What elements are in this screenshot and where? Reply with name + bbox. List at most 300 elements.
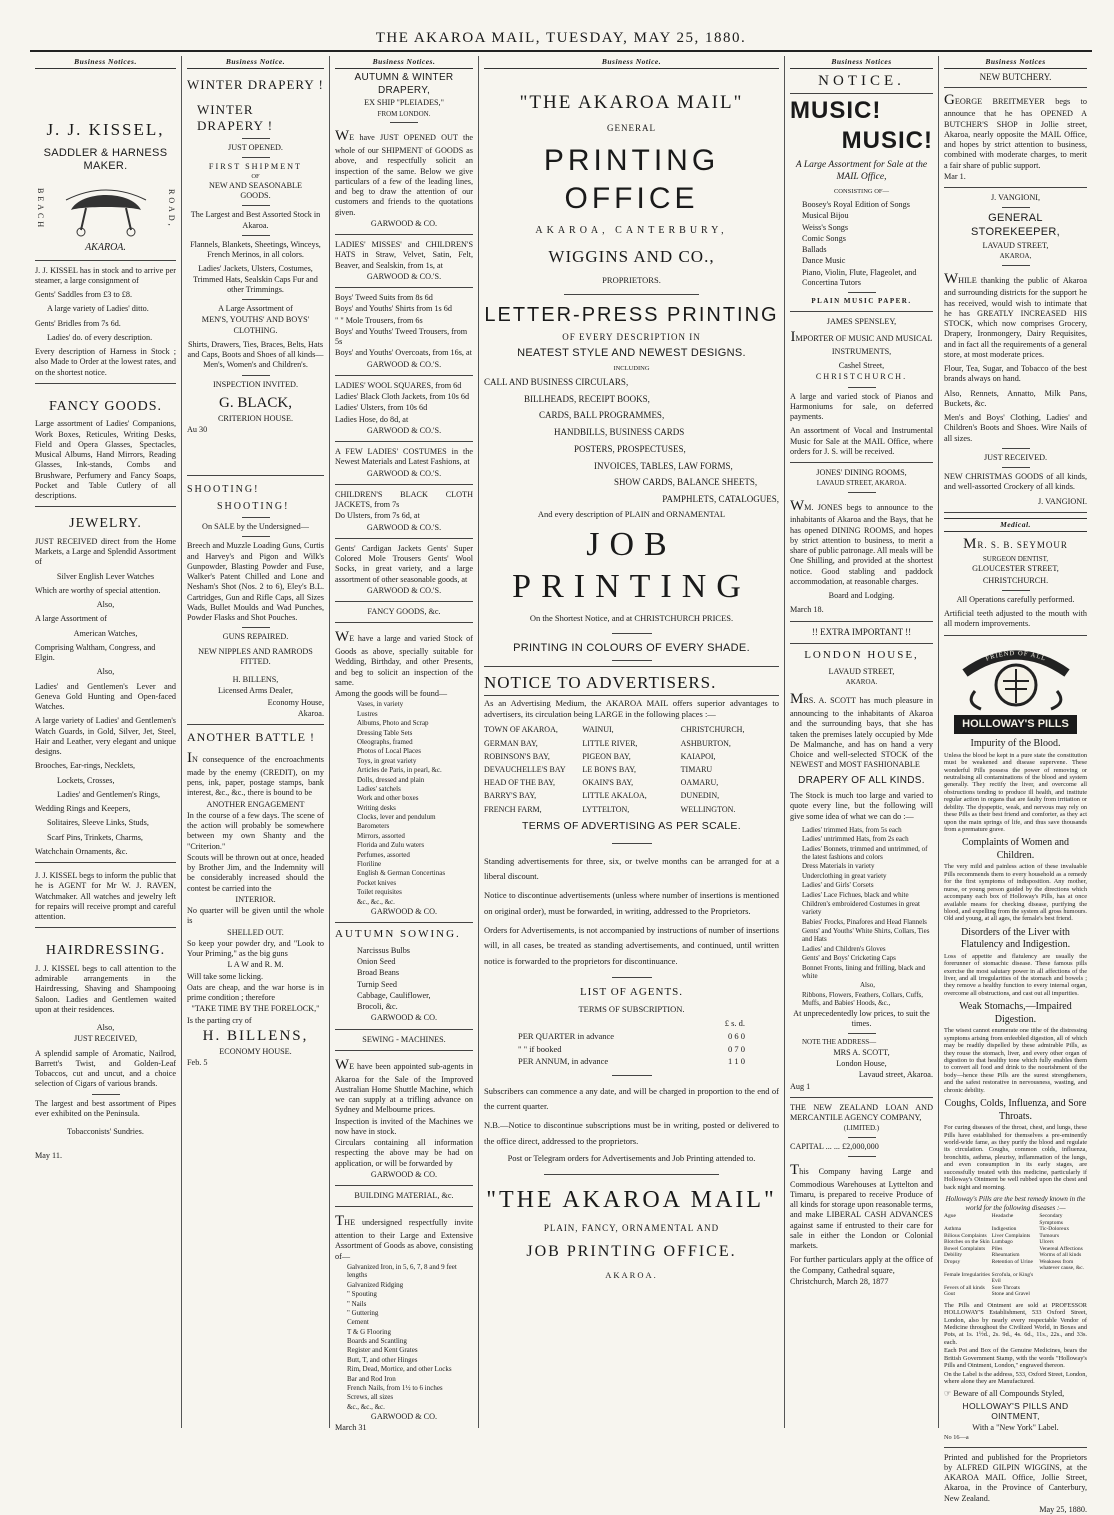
- list-item: Gents' and Boys' Cricketing Caps: [802, 954, 896, 963]
- disease-cell: Dropsy: [944, 1258, 961, 1265]
- kissel-place: AKAROA.: [85, 242, 126, 254]
- christchurch: CHRISTCHURCH.: [815, 372, 908, 382]
- autumn-drapery: AUTUMN & WINTER DRAPERY,: [354, 72, 454, 96]
- nz-loan: THE NEW ZEALAND LOAN AND MERCANTILE AGENCY COMPANY,: [790, 1102, 933, 1123]
- disorders-heading: Disorders of the Liver with Flatulency and Indigestion.: [960, 926, 1071, 951]
- company-body: This Company having Large and Commodious Warehouses at Lyttelton and Timaru, is prepared to receive Produce of all kinds for storage upon reasonable terms, and make LIBERAL CASH ADVANCES against same if entrusted to their care for sale in either the London or Colonial markets.: [790, 1161, 934, 1251]
- keep-powder: So keep your powder dry, and "Look to Your Priming," as the big guns: [187, 938, 324, 958]
- list-item: POSTERS, PROSPECTUSES,: [574, 443, 686, 454]
- cloth-line: Ladies Hose, do 8d, at: [335, 414, 409, 424]
- disease-cell: Secondary Symptoms: [1039, 1213, 1063, 1226]
- mrs-scott: MRS A. SCOTT,: [833, 1047, 890, 1057]
- list-item: English & German Concertinas: [357, 869, 446, 878]
- discontinue-ads: Notice to discontinue advertisements (unless where number of insertions is mentioned on original order), must be forwarded, in writing, addressed to the Proprietors.: [484, 890, 779, 916]
- capital: CAPITAL ... ... £2,000,000: [790, 1141, 879, 1151]
- list-item: Ribbons, Flowers, Feathers, Collars, Cuffs, Muffs, and Babies' Hoods, &c.,: [802, 990, 924, 1008]
- among-goods: Among the goods will be found—: [335, 689, 448, 699]
- ladies-do-line: Ladies' do. of every description.: [47, 332, 153, 342]
- flannels: Flannels, Blankets, Sheetings, Winceys, French Merinos, in all colors.: [190, 239, 321, 259]
- pianos: A large and varied stock of Pianos and Harmoniums for sale, on deferred payments.: [790, 391, 933, 421]
- au-date: Au 30: [187, 424, 208, 434]
- list-item: Narcissus Bulbs: [357, 945, 410, 955]
- table-row: [944, 1259, 1087, 1272]
- fancy-body: WE have a large and varied Stock of Goods as above, specially suitable for Wedding, Birthday, and other Presents, and beg to solicit an inspection of the same.: [335, 629, 473, 687]
- jones-body: WM. JONES begs to announce to the inhabitants of Akaroa and the Bays, that he has opened DINING ROOMS, and hopes by strict attention to business, to merit a share of public patronage. All meals will be One Shilling, and provided at the shortest notice. Good stabling and paddock accommodation, at reasonable charges.: [790, 497, 933, 586]
- including: INCLUDING: [613, 364, 650, 372]
- pointing-hand-icon: ☞: [944, 1389, 954, 1399]
- disease-cell: Gout: [944, 1291, 955, 1298]
- place-cell: WELLINGTON.: [680, 804, 736, 814]
- kissel-trade: SADDLER & HARNESS MAKER.: [43, 146, 168, 173]
- place-cell: ROBINSON'S BAY,: [484, 751, 550, 761]
- list-item: Children's embroidered Costumes in great variety: [802, 899, 920, 917]
- large-assortment: A Large Assortment for Sale at the MAIL Office,: [795, 160, 928, 182]
- beware: [944, 1389, 1087, 1399]
- list-item: BILLHEADS, RECEIPT BOOKS,: [524, 393, 650, 404]
- winter-drapery-2: WINTER DRAPERY !: [197, 101, 274, 133]
- list-item: French Nails, from 1½ to 6 inches: [347, 1384, 443, 1393]
- engagement-body: In the course of a few days. The scene of the action will probably be somewhere between my own Shanty and the "Criterion.": [187, 810, 324, 851]
- hairdressing-body: J. J. KISSEL begs to call attention to the admirable arrangements in the Hairdressing, Shaving and Shampooing Saloon. Ladies and Gentlemen waited upon at their residences.: [35, 963, 176, 1014]
- garwoods-sig: GARWOOD & CO.'S.: [366, 271, 442, 281]
- akaroa-label: AKAROA.: [845, 677, 878, 686]
- licking: Will take some licking.: [187, 971, 264, 981]
- emblem-text: FRIEND OF ALL: [984, 649, 1047, 663]
- mens-clothing: Men's and Boys' Clothing, Ladies' and Children's Boots and Shoes. Wire Nails of all sizes.: [944, 413, 1087, 443]
- march-18: March 18.: [790, 605, 824, 615]
- new-seasonable: NEW AND SEASONABLE: [208, 180, 303, 190]
- sewing-circulars: Circulars containing all information respecting the above may be had on application, or will be forwarded by: [335, 1138, 473, 1168]
- list-item: Also,: [860, 981, 875, 990]
- notice-heading: NOTICE.: [818, 73, 905, 90]
- jv-sig: J. VANGIONI.: [1037, 496, 1087, 506]
- do-ulsters: Do Ulsters, from 7s 6d, at: [335, 511, 420, 521]
- list-item: Weiss's Songs: [802, 222, 849, 232]
- wiggins-co: WIGGINS AND CO.,: [548, 246, 715, 266]
- list-item: Piano, Violin, Flute, Flageolet, and Concertina Tutors: [802, 267, 917, 287]
- economy-house: Economy House,: [267, 697, 324, 707]
- battle-body: IN consequence of the encroachments made by the enemy (CREDIT), on my pens, ink, paper, postage stamps, bank interest, &c., &c., there is bound to be: [187, 750, 324, 798]
- lavaud-street: LAVAUD STREET,: [982, 240, 1049, 250]
- table-row: [484, 789, 779, 802]
- fancy-goods-body: Large assortment of Ladies' Companions, Work Boxes, Reticules, Writing Desks, Field and Opera Glasses, Spectacles, Musical Albums, Hand Mirrors, Reading Glasses, Ink-stands, Combs and Brushware, Perfumery and Fancy Soaps, Pocket and Table Cutlery of all descriptions.: [35, 419, 176, 501]
- table-row: [484, 776, 779, 789]
- table-row: [944, 1213, 1087, 1226]
- list-item: Ladies' satchels: [357, 784, 401, 793]
- list-item: Screws, all sizes: [347, 1393, 394, 1402]
- place-cell: DUNEDIN,: [680, 791, 720, 801]
- quarter: No quarter will be given until the whole is: [187, 906, 324, 926]
- jewelry-line: Which are worthy of special attention.: [35, 585, 161, 595]
- jewelry-line: Also,: [96, 600, 115, 610]
- subscribers: Subscribers can commence a any date, and will be charged in proportion to the end of the current quarter.: [484, 1085, 779, 1112]
- list-item: Boosey's Royal Edition of Songs: [802, 200, 910, 209]
- jewelry-line: American Watches,: [73, 628, 138, 638]
- place-cell: LITTLE RIVER,: [582, 738, 638, 748]
- board-lodging: Board and Lodging.: [828, 591, 895, 601]
- garwood-sig: GARWOOD & CO.: [370, 218, 438, 228]
- col1-date: May 11.: [35, 1151, 62, 1161]
- garwoods-sig: GARWOOD & CO.'S.: [366, 522, 442, 532]
- table-row: [484, 1044, 779, 1055]
- disease-cell: Tumours: [1039, 1232, 1060, 1239]
- operations: All Operations carefully performed.: [956, 594, 1075, 604]
- place-cell: ASHBURTON,: [680, 738, 731, 748]
- orders-ads: Orders for Advertisements, is not accompanied by instructions of number of insertions will, in all cases, be treated as standing advertisements, and continued, until written notice is forwarded to the proprietors for discontinuance.: [484, 925, 779, 966]
- take-time: "TAKE TIME BY THE FORELOCK,": [191, 1004, 320, 1014]
- misses-hats: LADIES' MISSES' and CHILDREN'S HATS in Straw, Velvet, Satin, Felt, Beaver, and Sealskin, from 1s, at: [335, 240, 473, 270]
- list-item: Cement: [347, 1318, 369, 1327]
- disease-cell: Worms of all kinds: [1039, 1252, 1082, 1259]
- rate-value: 0 6 0: [728, 1030, 745, 1041]
- suits-line: Boys' and Youths' Overcoats, from 16s, at: [335, 348, 472, 358]
- largest-stock: The Largest and Best Assorted Stock in Akaroa.: [190, 210, 321, 230]
- label2-body: On the Label is the address, 533, Oxford Street, London, where alone they are Manufactured.: [944, 1370, 1087, 1385]
- fancy-goods-heading: FANCY GOODS, &c.: [367, 607, 441, 617]
- hairdressing-heading: HAIRDRESSING.: [45, 943, 166, 959]
- jewelry-item: Lockets, Crosses,: [57, 775, 115, 785]
- plain-ornamental: And every description of PLAIN and ORNAMENTAL: [537, 508, 726, 519]
- cashel-street: Cashel Street,: [838, 361, 885, 370]
- harness-line: Every description of Harness in Stock ; also Made to Order at the lowest rates, and on the shortest notice.: [35, 347, 176, 377]
- printing-office: PRINTING OFFICE: [543, 144, 720, 215]
- christchurch: CHRISTCHURCH.: [982, 575, 1049, 585]
- list-item: Brocoli, &c.: [357, 1002, 398, 1012]
- table-row: [944, 1272, 1087, 1285]
- holloways-banner: HOLLOWAY'S PILLS: [954, 715, 1077, 735]
- masthead-title: THE AKAROA MAIL, TUESDAY, MAY 25, 1880.: [375, 30, 747, 46]
- sundries-line: Tobacconists' Sundries.: [67, 1127, 144, 1137]
- place-cell: LYTTELTON,: [582, 804, 630, 814]
- list-item: &c., &c., &c.: [347, 1402, 385, 1411]
- place-cell: TOWN OF AKAROA,: [484, 725, 558, 735]
- holloways-pills-ointment: HOLLOWAY'S PILLS AND OINTMENT,: [962, 1400, 1069, 1422]
- akaroa-footer: AKAROA.: [605, 1269, 658, 1280]
- list-item: Pocket knives: [357, 878, 397, 887]
- labels-body: Each Pot and Box of the Genuine Medicines, bears the British Government Stamp, with the words "Holloway's Pills and Ointment, London," engraved thereon.: [944, 1347, 1087, 1370]
- opened-body: WE have JUST OPENED OUT the whole of our SHIPMENT of GOODS as above, and respectfully solicit an inspection of the same. Below we give particulars of a few of the leading lines, and beg to draw the attention of our customers and friends to the quotations given.: [335, 128, 473, 217]
- disease-cell: Fevers of all kinds: [944, 1284, 985, 1291]
- first-shipment: FIRST SHIPMENT: [208, 162, 303, 172]
- place-cell: KAIAPOI,: [680, 751, 716, 761]
- materials-list: [335, 1263, 473, 1411]
- colours: PRINTING IN COLOURS OF EVERY SHADE.: [513, 642, 750, 655]
- column-header: Business Notices: [790, 56, 933, 69]
- list-item: Galvanized Iron, in 5, 6, 7, 8 and 9 feet lengths: [347, 1262, 457, 1280]
- list-item: Toilet requisites: [357, 888, 402, 897]
- further-particulars: For further particulars apply at the office of the Company, Cathedral square,: [790, 1255, 933, 1275]
- jewelry-line: Silver English Lever Watches: [56, 571, 155, 581]
- table-row: [484, 1056, 779, 1067]
- beware-text: Beware of all Compounds Styled,: [953, 1389, 1065, 1399]
- terms-subscription: TERMS OF SUBSCRIPTION.: [578, 1003, 685, 1014]
- march-date: March 31: [335, 1423, 367, 1433]
- disease-cell: [1039, 1291, 1087, 1297]
- shooting-1: SHOOTING!: [187, 484, 260, 495]
- table-row: [484, 723, 779, 736]
- table-row: [484, 1031, 779, 1042]
- coughs-heading: Coughs, Colds, Influenza, and Sore Throats.: [944, 1098, 1087, 1122]
- jewelry-line: Comprising Waltham, Congress, and Elgin.: [35, 642, 156, 663]
- list-item: Ladies' trimmed Hats, from 5s each: [802, 825, 902, 834]
- newspaper-page: [30, 56, 1092, 1514]
- table-row: [484, 737, 779, 750]
- importer: IMPORTER OF MUSIC AND MUSICAL INSTRUMENTS,: [790, 329, 933, 356]
- medical-header: Medical.: [944, 518, 1087, 532]
- place-cell: TIMARU: [680, 764, 713, 774]
- jewelry-item: Solitaires, Sleeve Links, Studs,: [47, 818, 149, 828]
- feb-date: Feb. 5: [187, 1057, 208, 1067]
- list-item: Lustres: [357, 709, 378, 718]
- list-item: Albums, Photo and Scrap: [357, 719, 429, 728]
- shirts-line: Shirts, Drawers, Ties, Braces, Belts, Hats and Caps, Boots and Shoes of all kinds—Men's, Women's and Children's.: [187, 339, 324, 370]
- stock-body: The Stock is much too large and varied to quote every line, but the following will give some idea of what we can do :—: [790, 791, 933, 821]
- weak-body: The wisest cannot enumerate one tithe of the distressing symptoms arising from enfeebled digestion, all of which may be readily dispelled by these admirable Pills, as they rouse the stomach, liver, and every other organ of digestion to that healthy tone which fully enables them to convert all food and drink to the nourishment of the body—hence these Pills are the surest strengtheners, and the safest restorative in nervousness, wasting, and chronic debility.: [944, 1027, 1087, 1094]
- g-black: G. BLACK,: [219, 394, 292, 411]
- rate-label: PER QUARTER in advance: [518, 1030, 615, 1041]
- list-item: &c., &c., &c.: [357, 897, 395, 906]
- bridles-line: Gents' Bridles from 7s 6d.: [35, 318, 121, 328]
- disease-cell: Headache: [991, 1213, 1014, 1220]
- disease-cell: Lumbago: [991, 1239, 1013, 1246]
- list-agents: LIST OF AGENTS.: [579, 985, 684, 998]
- shooting-2: SHOOTING!: [217, 500, 290, 512]
- list-item: Comic Songs: [802, 233, 846, 243]
- agent-notice: J. J. KISSEL begs to inform the public that he is AGENT for Mr W. J. RAVEN, Watchmaker. All watches and jewelry left for repairs will receive prompt and careful attention.: [35, 871, 176, 922]
- place-cell: WAINUI,: [582, 725, 614, 735]
- of-label: OF: [251, 172, 260, 180]
- gloucester: GLOUCESTER STREET,: [972, 564, 1059, 574]
- place-cell: DEVAUCHELLE'S BAY: [484, 764, 566, 774]
- list-item: HANDBILLS, BUSINESS CARDS: [554, 427, 685, 438]
- disease-cell: Asthma: [944, 1226, 962, 1233]
- extra-important: !! EXTRA IMPORTANT !!: [811, 626, 912, 637]
- column-4: [479, 56, 785, 1428]
- kissel-name: J. J. KISSEL,: [46, 120, 165, 140]
- jones-address: LAVAUD STREET, AKAROA.: [816, 479, 907, 488]
- disease-cell: Ague: [944, 1213, 956, 1220]
- column-header: Business Notice.: [484, 56, 779, 69]
- masthead: [30, 30, 1092, 52]
- low-prices: At unprecedentedly low prices, to suit the times.: [793, 1008, 930, 1028]
- autumn-sowing: AUTUMN SOWING.: [335, 928, 461, 941]
- new-butchery: NEW BUTCHERY.: [979, 72, 1052, 83]
- law-rm: L A W and R. M.: [227, 960, 284, 970]
- known-heading: Holloway's Pills are the best remedy known in the world for the following diseases :—: [945, 1194, 1086, 1212]
- column-1: [30, 56, 182, 1428]
- list-item: Articles de Paris, in pearl, &c.: [357, 766, 442, 775]
- list-item: " Spouting: [347, 1290, 377, 1299]
- list-item: " Nails: [347, 1299, 367, 1308]
- list-item: Work and other boxes: [357, 794, 419, 803]
- every-description: OF EVERY DESCRIPTION IN: [562, 331, 701, 342]
- jewelry-intro: JUST RECEIVED direct from the Home Markets, a Large and Splendid Assortment of: [35, 536, 176, 567]
- fancy-goods-heading: FANCY GOODS.: [48, 398, 163, 414]
- column-6: [939, 56, 1092, 1514]
- table-row: [944, 1291, 1087, 1297]
- proprietors: PROPRIETORS.: [602, 275, 661, 286]
- just-opened: JUST OPENED.: [228, 143, 283, 153]
- just-received: JUST RECEIVED,: [73, 1034, 138, 1044]
- vangioni: J. VANGIONI,: [990, 193, 1041, 203]
- list-item: Register and Kent Grates: [347, 1346, 418, 1355]
- garwoods-sig: GARWOOD & CO.'S.: [366, 425, 442, 435]
- list-item: Broad Beans: [357, 968, 400, 978]
- sewing-inspection: Inspection is invited of the Machines we now have in stock.: [335, 1116, 473, 1136]
- column-5: [785, 56, 939, 1428]
- friend-of-all-emblem-icon: [945, 641, 1087, 713]
- rennets: Also, Rennets, Annatto, Milk Pans, Buckets, &c.: [944, 388, 1087, 408]
- guns-list: Breech and Muzzle Loading Guns, Curtis and Harvey's and Pigon and Wilk's Gunpowder, Blasting Powder and Fuse, Walker's Patent Chilled and Lone and Nesham's Shot (Nos. 2 to 6), Eley's B.L. Cartridges, Gun and Rifle Caps, all Sizes Wads, Bullet Moulds and Wad Punches, Powder Flasks and Shot Pouches.: [187, 541, 324, 622]
- list-item: Rim, Dead, Mortice, and other Locks: [347, 1365, 452, 1374]
- consisting: CONSISTING OF—: [833, 187, 890, 195]
- guns-repaired: GUNS REPAIRED.: [222, 632, 289, 642]
- list-item: INVOICES, TABLES, LAW FORMS,: [594, 460, 733, 471]
- just-received: JUST RECEIVED.: [983, 452, 1048, 462]
- disease-cell: Bilious Complaints: [944, 1232, 987, 1239]
- list-item: Mirrors, assorted: [357, 831, 405, 840]
- disease-cell: Stone and Gravel: [991, 1291, 1030, 1298]
- list-item: Babies' Frocks, Pinafores and Head Flannels: [802, 917, 927, 926]
- garwood-sig: GARWOOD & CO.: [370, 1412, 438, 1422]
- list-item: Galvanized Ridging: [347, 1280, 404, 1289]
- interior: INTERIOR.: [235, 894, 276, 904]
- jewelry-line: A large Assortment of: [35, 614, 107, 624]
- lsd-header: £ s. d.: [724, 1018, 745, 1029]
- ad-number: No 16—a: [944, 1434, 969, 1442]
- pipes-body: The largest and best assortment of Pipes ever exhibited on the Peninsula.: [35, 1098, 176, 1118]
- place-cell: PIGEON BAY,: [582, 751, 631, 761]
- winter-drapery-1: WINTER DRAPERY !: [187, 77, 324, 93]
- complaints-body: The very mild and painless action of these invaluable Pills recommends them to every household as a remedy for the first symptoms of indisposition. Any mother, nurse, or young person guided by the directions which accompany each box of Holloway's Pills, has at once available means for checking disease, purifying the blood, and expelling from the system all gross humours. Old and young, at all ages, the female's best friend.: [944, 863, 1087, 923]
- general-label: GENERAL: [607, 123, 656, 134]
- akaroa-label: Akaroa.: [297, 708, 324, 718]
- jewelry-item: Ladies' and Gentlemen's Rings,: [57, 789, 160, 799]
- disease-cell: Venereal Affections: [1039, 1245, 1083, 1252]
- diseases-table: [944, 1213, 1087, 1297]
- kissel-body: J. J. KISSEL has in stock and to arrive per steamer, a large consignment of: [35, 265, 176, 285]
- list-item: Photos of Local Places: [357, 747, 421, 756]
- disease-cell: Scrofula, or King's Evil: [991, 1271, 1034, 1285]
- akaroa-canterbury: AKAROA, CANTERBURY,: [535, 225, 728, 237]
- list-item: Florida and Zulu waters: [357, 841, 425, 850]
- table-row: [484, 803, 779, 816]
- oats: Oats are cheap, and the war horse is in prime condition ; therefore: [187, 982, 324, 1002]
- column-2: [182, 56, 330, 1428]
- list-item: Turnip Seed: [357, 979, 397, 989]
- place-cell: OKAIN'S BAY,: [582, 778, 634, 788]
- nipples: NEW NIPPLES AND RAMRODS FITTED.: [198, 646, 313, 666]
- list-item: Vases, in variety: [357, 700, 404, 709]
- jewelry-item: Wedding Rings and Keepers,: [35, 804, 131, 814]
- chch-date: Christchurch, March 28, 1877: [790, 1276, 889, 1286]
- music-2: MUSIC!: [841, 127, 933, 155]
- cardigan: Gents' Cardigan Jackets Gents' Super Colored Mole Trousers Gents' Wool Socks, in great variety, and a large assortment of other seasonable goods, at: [335, 543, 473, 584]
- garwoods-sig: GARWOOD & CO.'S.: [366, 359, 442, 369]
- disease-cell: Weakness from whatever cause, &c.: [1039, 1258, 1084, 1272]
- wool-squares: LADIES' WOOL SQUARES, from 6d: [335, 380, 462, 390]
- place-cell: LITTLE AKALOA,: [582, 791, 647, 801]
- while-body: WHILE thanking the public of Akaroa and surrounding districts for the support he has received, would wish to intimate that he has GREATLY INCREASED HIS STOCK, which now comprises Grocery, Drapery, Ironmongery, Dairy Requisites, and in fact all the requirements of a general store, at most moderate prices.: [944, 270, 1087, 359]
- garwoods-sig: GARWOOD & CO.'S.: [366, 585, 442, 595]
- place-cell: BARRY'S BAY,: [484, 791, 537, 801]
- list-item: Musical Bijou: [802, 211, 849, 221]
- disease-cell: Tic-Doloreux: [1039, 1226, 1070, 1233]
- economy-house-2: ECONOMY HOUSE.: [219, 1046, 292, 1056]
- printing-list: [484, 375, 779, 508]
- disease-cell: Sore Throats: [991, 1284, 1020, 1291]
- list-item: Cabbage, Cauliflower,: [357, 990, 431, 1000]
- column-header: Business Notice.: [187, 56, 324, 69]
- disease-cell: Female Irregularities: [944, 1271, 990, 1278]
- list-item: Barometers: [357, 822, 390, 831]
- vocal-music: An assortment of Vocal and Instrumental Music for Sale at the MAIL Office, where orders for J. S. will be received.: [790, 426, 933, 456]
- disease-cell: Debility: [944, 1252, 963, 1259]
- building-body: THE undersigned respectfully invite attention to their Large and Extensive Assortment of Goods as above, consisting of—: [335, 1213, 473, 1261]
- weak-heading: Weak Stomachs,—Impaired Digestion.: [959, 1001, 1072, 1025]
- garwoods-sig: GARWOOD & CO.'S.: [366, 468, 442, 478]
- list-item: Toys, in great variety: [357, 756, 417, 765]
- disease-cell: [1039, 1272, 1087, 1285]
- scott-body: MRS. A. SCOTT has much pleasure in announcing to the inhabitants of Akaroa and the surrounding bays, that she has taken the premises lately occupied by Mde De Malmanche, and has on hand a very Choice and well-selected STOCK of the NEWEST and MOST FASHIONABLE: [790, 691, 933, 770]
- mar-1: Mar 1.: [944, 171, 966, 181]
- list-item: Ballads: [802, 245, 827, 254]
- list-item: Oleographs, framed: [357, 737, 413, 746]
- saddle-emblem-row: [35, 180, 176, 238]
- saddles-line: Gents' Saddles from £3 to £8.: [35, 290, 132, 300]
- drapery-all: DRAPERY OF ALL KINDS.: [798, 774, 925, 786]
- nb-notice: N.B.—Notice to discontinue subscriptions must be in writing, posted or delivered to the office direct, addressed to the proprietors.: [484, 1120, 779, 1146]
- jewelry-item: Brooches, Ear-rings, Necklets,: [35, 761, 136, 771]
- ladies-ditto-line: A large variety of Ladies' ditto.: [47, 304, 149, 314]
- mens-clothing: MEN'S, YOUTHS' AND BOYS' CLOTHING.: [201, 315, 310, 335]
- disease-cell: Blotches on the Skin: [944, 1239, 990, 1246]
- rate-label: " " if booked: [518, 1043, 562, 1054]
- breitmeyer-body: GEORGE BREITMEYER begs to announce that he has OPENED A BUTCHER'S SHOP in Jollie street, Akaroa, nearly opposite the MAIL Office, and hopes by strict attention to business, combined with moderate charges, to merit a fair share of public support.: [944, 91, 1087, 170]
- lavaud-street: LAVAUD STREET,: [828, 666, 895, 676]
- building-material: BUILDING MATERIAL, &c.: [354, 1191, 454, 1201]
- new-york-label: With a "New York" Label.: [972, 1422, 1059, 1432]
- another-battle: ANOTHER BATTLE !: [187, 730, 315, 744]
- jones-heading: JONES' DINING ROOMS,: [816, 468, 907, 477]
- seeds-list: [335, 946, 473, 1013]
- tobacco-body: A splendid sample of Aromatic, Nailrod, Barrett's Twist, and Golden-Leaf Tobaccos, cut and uncut, and a choice selection of Cigars of various brands.: [35, 1048, 176, 1089]
- scott-goods-list: [790, 826, 933, 1008]
- list-item: Clocks, lever and pendulum: [357, 813, 436, 822]
- job-printing-office: JOB PRINTING OFFICE.: [526, 1242, 737, 1260]
- parting-cry: Is the parting cry of: [187, 1015, 252, 1025]
- list-item: Ladies' and Children's Gloves: [802, 944, 886, 953]
- shortest-notice: On the Shortest Notice, and at CHRISTCHURCH PRICES.: [529, 612, 734, 623]
- rate-label: PER ANNUM, in advance: [518, 1056, 609, 1067]
- engagement: ANOTHER ENGAGEMENT: [206, 799, 305, 809]
- jewelry-item: Scarf Pins, Trinkets, Charms,: [47, 832, 143, 842]
- inspection-invited: INSPECTION INVITED.: [212, 379, 299, 389]
- garwood-sig: GARWOOD & CO.: [370, 1013, 438, 1023]
- disease-cell: Liver Complaints: [991, 1232, 1031, 1239]
- place-cell: CHRISTCHURCH,: [680, 725, 745, 735]
- akaroa-mail-title: "THE AKAROA MAIL": [519, 92, 744, 114]
- akaroa-label: AKAROA,: [999, 252, 1032, 261]
- goods-label: GOODS.: [240, 191, 271, 200]
- suits-line: Boys' and Youths' Shirts from 1s 6d: [335, 304, 452, 314]
- christmas-goods: NEW CHRISTMAS GOODS of all kinds, and well-assorted Crockery of all kinds.: [944, 472, 1087, 492]
- billens: H. BILLENS,: [232, 675, 279, 684]
- london-house-addr: London House,: [836, 1059, 887, 1069]
- list-item: Gents' and Youths' White Shirts, Collars, Ties and Hats: [802, 927, 930, 944]
- disease-cell: Piles: [991, 1245, 1003, 1252]
- column-header: Business Notices.: [335, 56, 473, 69]
